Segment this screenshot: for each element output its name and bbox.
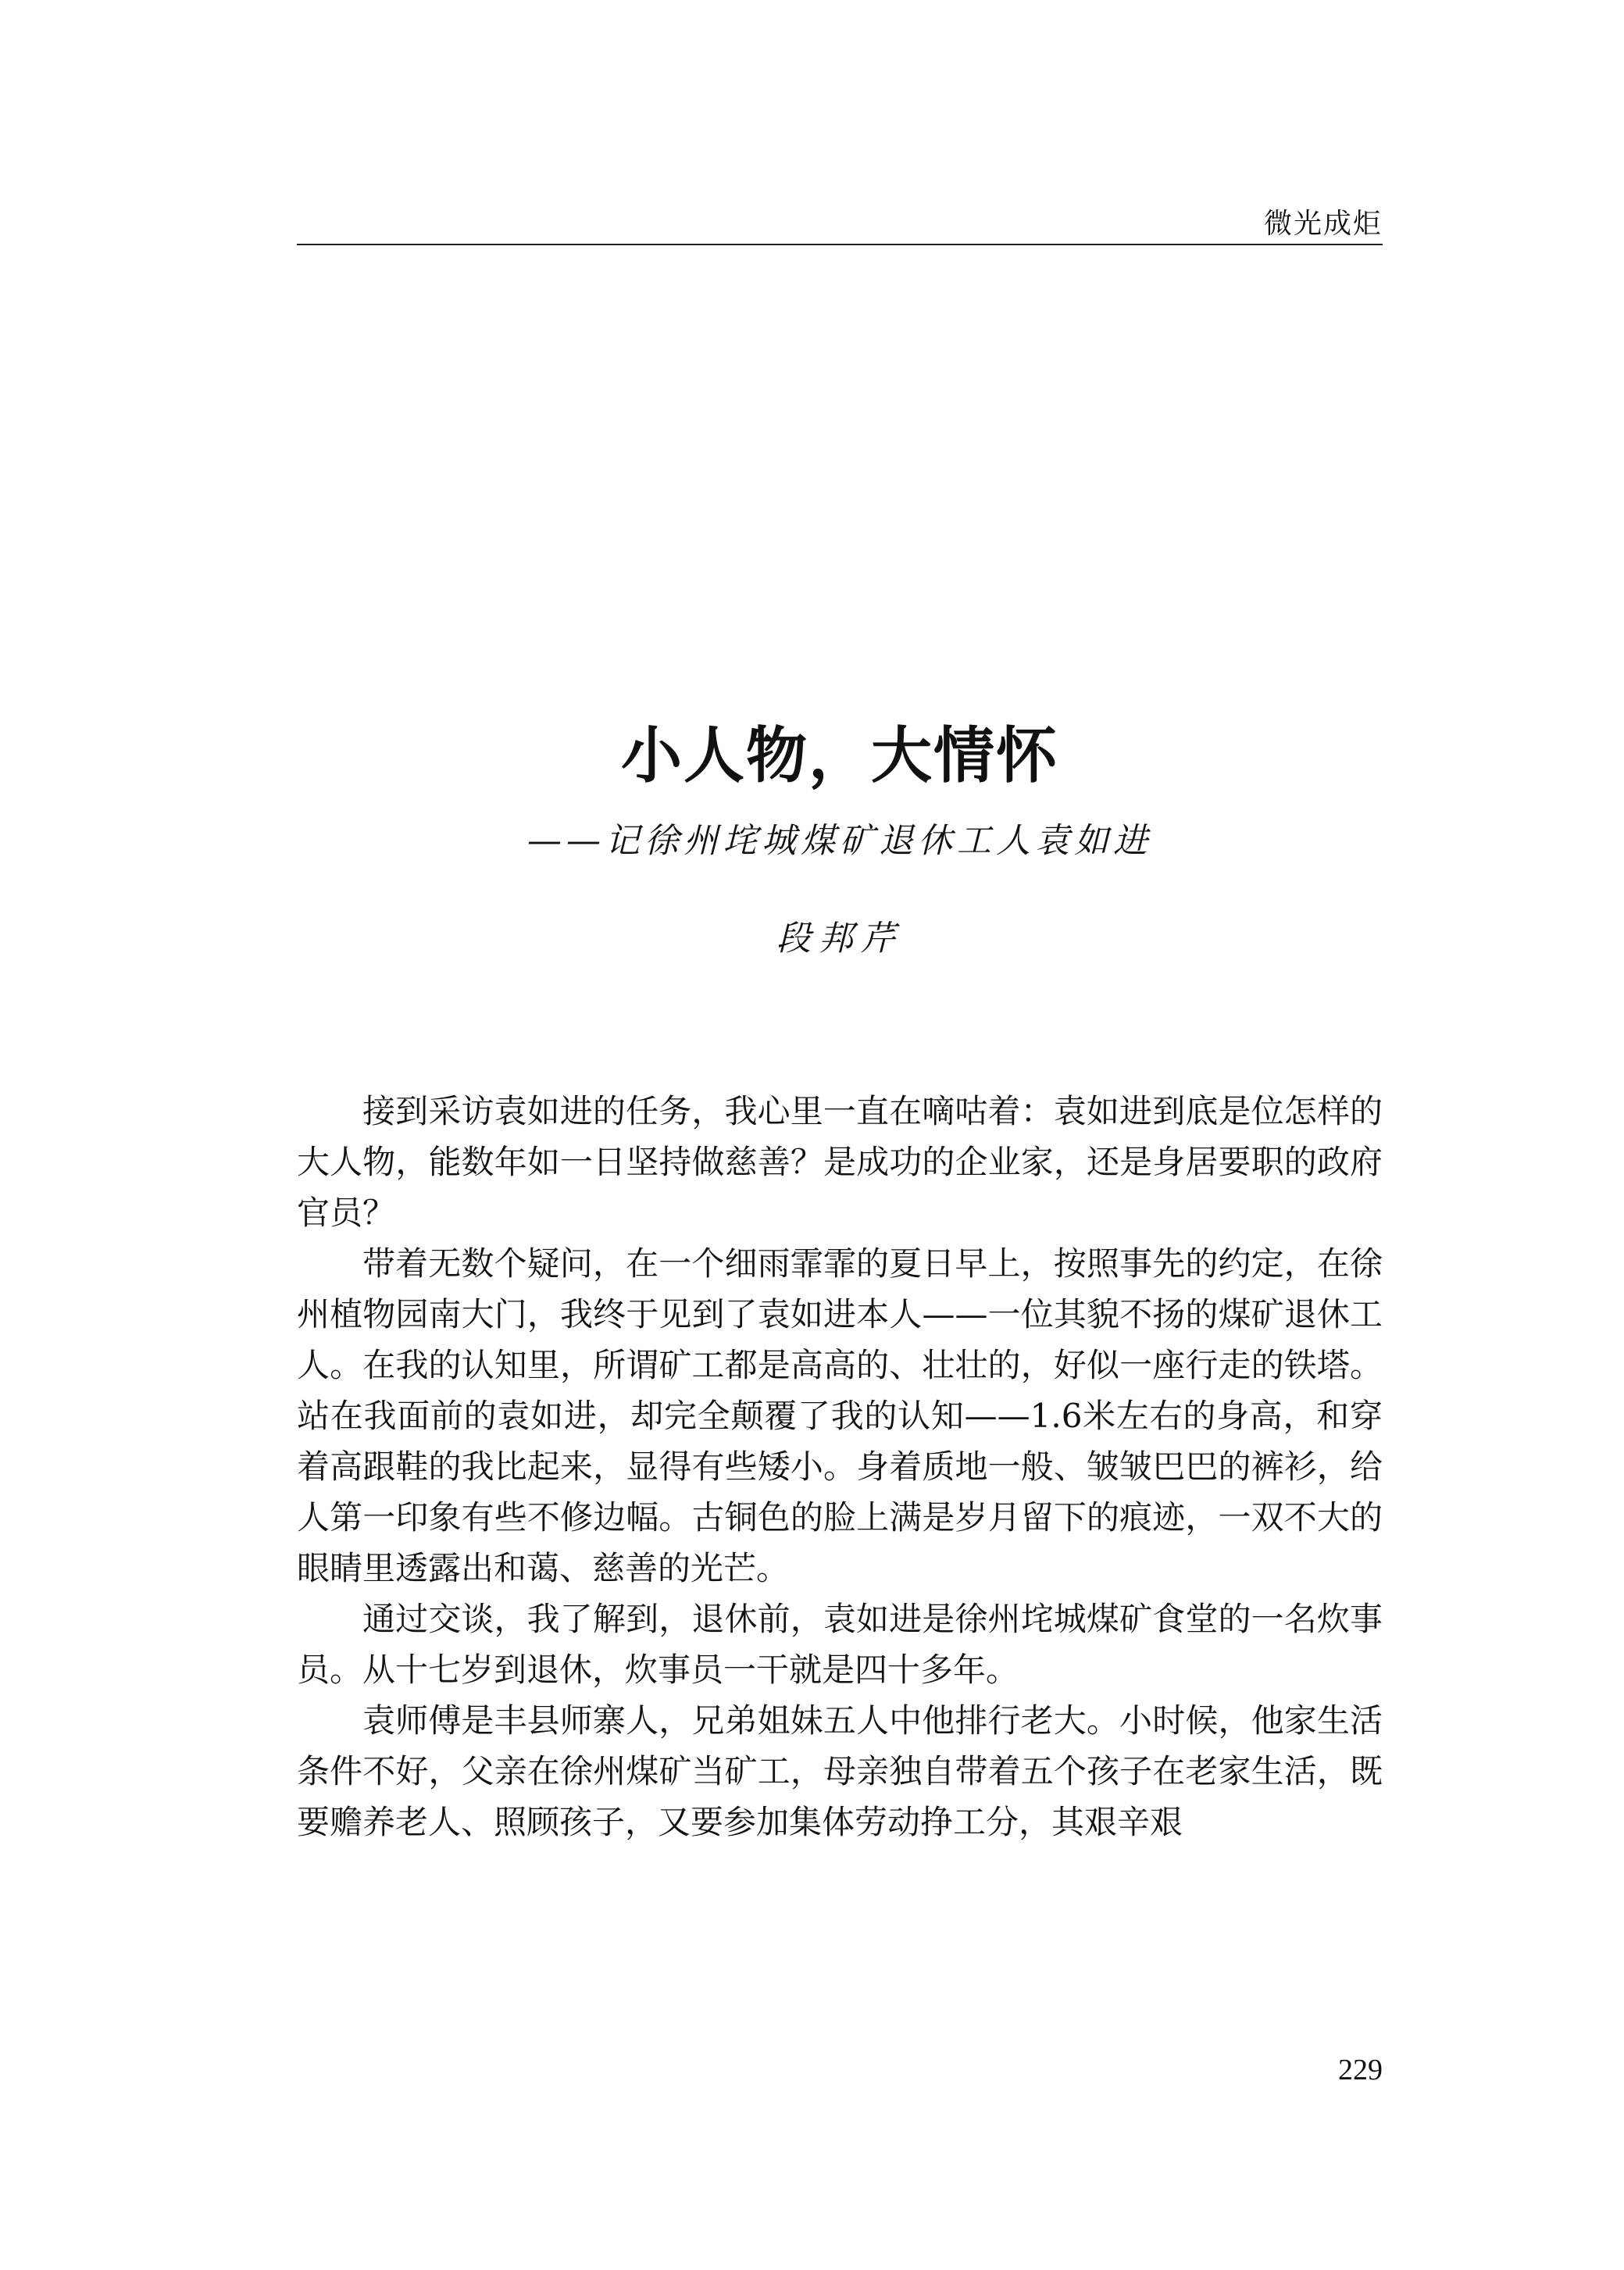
- header-divider: [297, 244, 1383, 245]
- paragraph-4: 袁师傅是丰县师寨人，兄弟姐妹五人中他排行老大。小时候，他家生活条件不好，父亲在徐州煤矿当矿工，母亲独自带着五个孩子在老家生活，既要赡养老人、照顾孩子，又要参加集体劳动挣工分，其艰辛艰: [297, 1701, 1383, 1841]
- article-body: [297, 1086, 1383, 1847]
- running-head-title: 微光成炬: [1263, 208, 1383, 240]
- page-number: 229: [1338, 2054, 1383, 2086]
- article-title: 小人物，大情怀: [620, 720, 1058, 791]
- article-subtitle: ——记徐州垞城煤矿退休工人袁如进: [527, 821, 1152, 861]
- paragraph-1: 接到采访袁如进的任务，我心里一直在嘀咕着：袁如进到底是位怎样的大人物，能数年如一日坚持做慈善？是成功的企业家，还是身居要职的政府官员？: [297, 1092, 1383, 1232]
- paragraph-2: 带着无数个疑问，在一个细雨霏霏的夏日早上，按照事先的约定，在徐州植物园南大门，我终于见到了袁如进本人——一位其貌不扬的煤矿退休工人。在我的认知里，所谓矿工都是高高的、壮壮的，好似一座行走的铁塔。站在我面前的袁如进，却完全颠覆了我的认知——1.6米左右的身高，和穿着高跟鞋的我比起来，显得有些矮小。身着质地一般、皱皱巴巴的裤衫，给人第一印象有些不修边幅。古铜色的脸上满是岁月留下的痕迹，一双不大的眼睛里透露出和蔼、慈善的光芒。: [297, 1244, 1383, 1587]
- paragraph-3: 通过交谈，我了解到，退休前，袁如进是徐州垞城煤矿食堂的一名炊事员。从十七岁到退休，炊事员一干就是四十多年。: [297, 1600, 1383, 1689]
- article-author: 段邦芹: [776, 919, 903, 958]
